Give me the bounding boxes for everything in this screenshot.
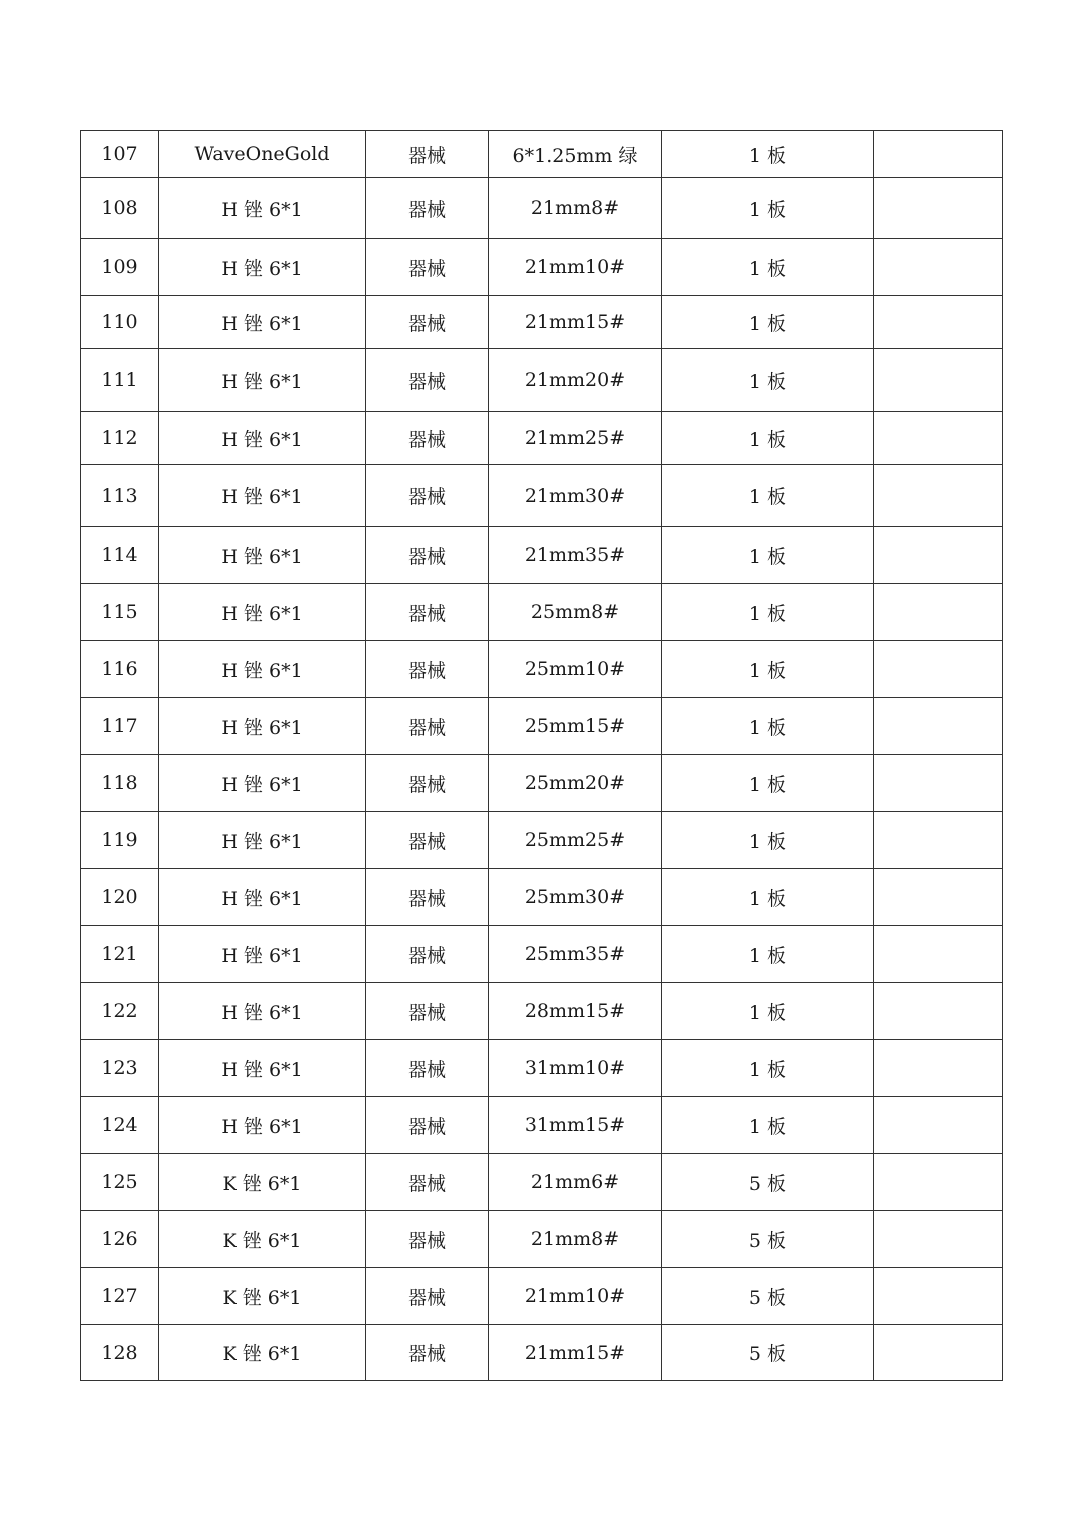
row-number-cell: 117: [81, 698, 159, 755]
note-cell: [874, 527, 1003, 584]
quantity-cell: 1 板: [662, 698, 874, 755]
category-cell: 器械: [366, 1097, 489, 1154]
table-row: [81, 812, 1003, 869]
row-number-cell: 114: [81, 527, 159, 584]
quantity-cell: 1 板: [662, 584, 874, 641]
category-cell: 器械: [366, 869, 489, 926]
item-name-cell: H 锉 6*1: [159, 527, 366, 584]
item-name-cell: H 锉 6*1: [159, 926, 366, 983]
item-name-cell: H 锉 6*1: [159, 641, 366, 698]
item-table-body: [81, 131, 1003, 1381]
spec-cell: 25mm10#: [489, 641, 662, 698]
item-name-cell: H 锉 6*1: [159, 1040, 366, 1097]
table-row: [81, 1040, 1003, 1097]
row-number-cell: 112: [81, 412, 159, 465]
quantity-cell: 1 板: [662, 755, 874, 812]
spec-cell: 25mm30#: [489, 869, 662, 926]
quantity-cell: 1 板: [662, 641, 874, 698]
item-name-cell: H 锉 6*1: [159, 465, 366, 527]
table-row: [81, 926, 1003, 983]
spec-cell: 31mm10#: [489, 1040, 662, 1097]
spec-cell: 21mm15#: [489, 1325, 662, 1381]
table-row: [81, 131, 1003, 178]
category-cell: 器械: [366, 1211, 489, 1268]
row-number-cell: 113: [81, 465, 159, 527]
quantity-cell: 5 板: [662, 1325, 874, 1381]
quantity-cell: 5 板: [662, 1268, 874, 1325]
row-number-cell: 121: [81, 926, 159, 983]
table-row: [81, 1211, 1003, 1268]
note-cell: [874, 755, 1003, 812]
row-number-cell: 118: [81, 755, 159, 812]
category-cell: 器械: [366, 465, 489, 527]
item-name-cell: H 锉 6*1: [159, 869, 366, 926]
table-row: [81, 1268, 1003, 1325]
note-cell: [874, 178, 1003, 239]
category-cell: 器械: [366, 698, 489, 755]
note-cell: [874, 349, 1003, 412]
note-cell: [874, 1268, 1003, 1325]
item-name-cell: H 锉 6*1: [159, 178, 366, 239]
row-number-cell: 110: [81, 296, 159, 349]
item-table: [80, 130, 1003, 1381]
category-cell: 器械: [366, 349, 489, 412]
table-row: [81, 178, 1003, 239]
row-number-cell: 115: [81, 584, 159, 641]
table-row: [81, 1154, 1003, 1211]
table-row: [81, 412, 1003, 465]
note-cell: [874, 1211, 1003, 1268]
category-cell: 器械: [366, 131, 489, 178]
item-name-cell: H 锉 6*1: [159, 983, 366, 1040]
note-cell: [874, 869, 1003, 926]
note-cell: [874, 131, 1003, 178]
quantity-cell: 5 板: [662, 1154, 874, 1211]
note-cell: [874, 239, 1003, 296]
spec-cell: 28mm15#: [489, 983, 662, 1040]
note-cell: [874, 698, 1003, 755]
quantity-cell: 1 板: [662, 465, 874, 527]
note-cell: [874, 1325, 1003, 1381]
category-cell: 器械: [366, 1268, 489, 1325]
category-cell: 器械: [366, 178, 489, 239]
note-cell: [874, 1097, 1003, 1154]
quantity-cell: 1 板: [662, 178, 874, 239]
category-cell: 器械: [366, 926, 489, 983]
note-cell: [874, 1040, 1003, 1097]
note-cell: [874, 465, 1003, 527]
quantity-cell: 1 板: [662, 131, 874, 178]
table-row: [81, 641, 1003, 698]
item-name-cell: H 锉 6*1: [159, 349, 366, 412]
spec-cell: 21mm8#: [489, 1211, 662, 1268]
category-cell: 器械: [366, 239, 489, 296]
spec-cell: 21mm25#: [489, 412, 662, 465]
item-name-cell: H 锉 6*1: [159, 812, 366, 869]
note-cell: [874, 1154, 1003, 1211]
spec-cell: 25mm8#: [489, 584, 662, 641]
item-name-cell: K 锉 6*1: [159, 1325, 366, 1381]
table-row: [81, 527, 1003, 584]
category-cell: 器械: [366, 1154, 489, 1211]
category-cell: 器械: [366, 755, 489, 812]
table-row: [81, 869, 1003, 926]
item-name-cell: K 锉 6*1: [159, 1268, 366, 1325]
table-row: [81, 465, 1003, 527]
table-row: [81, 1097, 1003, 1154]
table-row: [81, 983, 1003, 1040]
quantity-cell: 1 板: [662, 983, 874, 1040]
spec-cell: 21mm8#: [489, 178, 662, 239]
row-number-cell: 122: [81, 983, 159, 1040]
table-row: [81, 698, 1003, 755]
category-cell: 器械: [366, 641, 489, 698]
row-number-cell: 109: [81, 239, 159, 296]
table-row: [81, 755, 1003, 812]
spec-cell: 21mm35#: [489, 527, 662, 584]
item-name-cell: K 锉 6*1: [159, 1154, 366, 1211]
note-cell: [874, 641, 1003, 698]
note-cell: [874, 983, 1003, 1040]
category-cell: 器械: [366, 412, 489, 465]
item-name-cell: K 锉 6*1: [159, 1211, 366, 1268]
quantity-cell: 1 板: [662, 239, 874, 296]
quantity-cell: 1 板: [662, 926, 874, 983]
quantity-cell: 1 板: [662, 349, 874, 412]
row-number-cell: 107: [81, 131, 159, 178]
item-name-cell: H 锉 6*1: [159, 755, 366, 812]
row-number-cell: 123: [81, 1040, 159, 1097]
row-number-cell: 120: [81, 869, 159, 926]
spec-cell: 21mm15#: [489, 296, 662, 349]
row-number-cell: 124: [81, 1097, 159, 1154]
spec-cell: 21mm6#: [489, 1154, 662, 1211]
category-cell: 器械: [366, 527, 489, 584]
quantity-cell: 1 板: [662, 296, 874, 349]
note-cell: [874, 926, 1003, 983]
item-name-cell: H 锉 6*1: [159, 239, 366, 296]
category-cell: 器械: [366, 1325, 489, 1381]
quantity-cell: 1 板: [662, 1097, 874, 1154]
category-cell: 器械: [366, 584, 489, 641]
note-cell: [874, 584, 1003, 641]
spec-cell: 25mm35#: [489, 926, 662, 983]
note-cell: [874, 412, 1003, 465]
quantity-cell: 1 板: [662, 1040, 874, 1097]
quantity-cell: 1 板: [662, 869, 874, 926]
row-number-cell: 127: [81, 1268, 159, 1325]
spec-cell: 21mm20#: [489, 349, 662, 412]
spec-cell: 21mm10#: [489, 239, 662, 296]
item-name-cell: WaveOneGold: [159, 131, 366, 178]
category-cell: 器械: [366, 1040, 489, 1097]
spec-cell: 25mm25#: [489, 812, 662, 869]
item-name-cell: H 锉 6*1: [159, 698, 366, 755]
table-row: [81, 584, 1003, 641]
quantity-cell: 1 板: [662, 812, 874, 869]
spec-cell: 31mm15#: [489, 1097, 662, 1154]
item-name-cell: H 锉 6*1: [159, 412, 366, 465]
item-name-cell: H 锉 6*1: [159, 584, 366, 641]
item-name-cell: H 锉 6*1: [159, 1097, 366, 1154]
row-number-cell: 111: [81, 349, 159, 412]
row-number-cell: 128: [81, 1325, 159, 1381]
spec-cell: 25mm15#: [489, 698, 662, 755]
spec-cell: 25mm20#: [489, 755, 662, 812]
row-number-cell: 119: [81, 812, 159, 869]
row-number-cell: 108: [81, 178, 159, 239]
row-number-cell: 125: [81, 1154, 159, 1211]
note-cell: [874, 296, 1003, 349]
table-row: [81, 349, 1003, 412]
note-cell: [874, 812, 1003, 869]
category-cell: 器械: [366, 296, 489, 349]
table-row: [81, 296, 1003, 349]
category-cell: 器械: [366, 812, 489, 869]
spec-cell: 21mm30#: [489, 465, 662, 527]
item-name-cell: H 锉 6*1: [159, 296, 366, 349]
table-row: [81, 1325, 1003, 1381]
category-cell: 器械: [366, 983, 489, 1040]
quantity-cell: 5 板: [662, 1211, 874, 1268]
spec-cell: 21mm10#: [489, 1268, 662, 1325]
quantity-cell: 1 板: [662, 527, 874, 584]
row-number-cell: 116: [81, 641, 159, 698]
spec-cell: 6*1.25mm 绿: [489, 131, 662, 178]
row-number-cell: 126: [81, 1211, 159, 1268]
quantity-cell: 1 板: [662, 412, 874, 465]
table-row: [81, 239, 1003, 296]
